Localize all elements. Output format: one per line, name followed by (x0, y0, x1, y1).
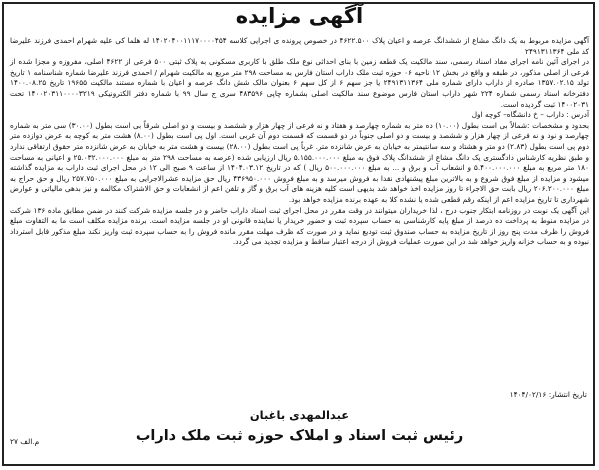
notice-terms-paragraph: این آگهی یک نوبت در روزنامه ابتکار جنوب درج ، لذا خریداران میتوانند در وقت مقرر در محل اجرای ثبت اسناد داراب حاضر و در جلسه مزایده شرکت کنند در ضمن مطابق ماده ۱۳۶ شرکت در مزایده منوط به پرداخت ده درصد از مبلغ پایه کارشناسی به حساب سپرده ثبت و حضور خریدار یا نماینده قانونی او در جلسه مزایده است. برنده مزایده مکلف است ما به التفاوت مبلغ فروش را ظرف مدت پنج روز از تاریخ مزایده به حساب صندوق ثبت تودیع نماید و در صورت که ظرف مهلت مقرر مانده فروش را به حساب سپرده ثبت واریز نکند مبلغ مذکور قابل استرداد نبوده و به حساب خزانه واریز خواهد شد در این صورت عملیات فروش از درجه اعتبار ساقط و مزایده تجدید می گردد. (10, 205, 589, 247)
property-address: آدرس : داراب – خ دانشگاه– کوچه اول (471, 110, 589, 120)
ad-code: م.الف ۲۷ (10, 437, 40, 446)
notice-body (10, 36, 589, 248)
signatory-title: رئیس ثبت اسناد و املاک حوزه ثبت ملک داراب (135, 428, 464, 444)
notice-property-paragraph: در اجرای آئین نامه اجرای مفاد اسناد رسمی، سند مالکیت یک قطعه زمین با بنای احداثی نوع ملک طلق با کاربری مسکونی به پلاک ثبتی ۵۰۰ فرعی از ۴۶۲۲ اصلی، مفروزه و مجزا شده از فرعی از اصلی مذکور، در طبقه و واقع در بخش ۱۲ ناحیه ۰۶ حوزه ثبت ملک داراب استان فارس به مساحت ۲۹۸ متر مربع به مالکیت شهرام / احمدی فرزند علیرضا شماره شناسنامه ۱ تاریخ تولد ۱۳۵۷.۰۲.۱۵ صادره از داراب دارای شماره ملی ۲۴۹۱۳۱۱۳۶۴ یا جز سهم ۶ از کل سهم ۶ بعنوان مالک شش دانگ عرصه و اعیان با شماره مستند مالکیت ۱۹۶۵۵ تاریخ ۱۴۰۰.۰۸.۲۵ دفترخانه اسناد رسمی شماره ۲۲۴ شهر داراب استان فارس موضوع سند مالکیت اصلی بشماره چاپی ۴۸۳۵۹۶ سری ج سال ۹۹ با شماره دفتر الکترونیکی ۱۴۰۰۲۰۳۱۱۰۰۰۰۳۲۱۹ تحت ۱۴۰۰۲۰۳۱ ثبت گردیده است. (10, 57, 590, 109)
signatory-name: عبدالمهدی باغبان (249, 408, 350, 422)
notice-intro-paragraph: آگهی مزایده مربوط به یک دانگ مشاع از ششدانگ عرصه و اعیان پلاک ۴۶۲۲.۵۰۰ در خصوص پرونده ی اجرایی کلاسه ۱۴۰۲۰۴۰۰۱۱۱۷۰۰۰۰۴۵۴ له هلما کی علیه شهرام احمدی فرزند علیرضا کد ملی ۲۴۹۱۳۱۱۳۶۴ (10, 36, 589, 56)
publish-date: تاریخ انتشار: ۱۴۰۴/۰۲/۱۶ (509, 390, 587, 399)
notice-boundaries-paragraph: بحدود و مشخصات :شمالاً بی است بطول (۱۰.۰۰) ده متر به شماره چهارصد و هفتاد و نه فرعی از چهار هزار و ششصد و بیست و دو اصلی شرقاً بی است بطول (۳۰.۰۰) سی متر به شماره چهارصد و نود و نه فرعی از چهار هزار و ششصد و بیست و دو اصلی جنوباً در دو قسمت که قسمت دوم آن غربی است. اول پی است بطول (۸.۰۰) هشت متر به کوچه به عرض دوازده متر دوم پی است بطول (۲.۸۳) دو متر و هشتاد و سه سانتیمتر به خیابان به عرض شانزده متر. غرباً پی است بطول (۲۸.۰۰) بیست و هشت متر به خیابان به عرض شانزده متر حقوق ارتفاقی ندارد و طبق نظریه کارشناس دادگستری یک دانگ مشاع از ششدانگ پلاک فوق به مبلغ ۵.۱۵۵.۰۰۰.۰۰۰ ریال ارزیابی شده (عرصه به مساحت ۲۹۸ متر به مبلغ ۲۵.۰۳۲.۰۰۰.۰۰۰ و اعیانی به مساحت ۱۸۰ متر مربع به مبلغ ۵.۴۰۰.۰۰۰.۰۰۰ و انشعاب آب و برق و ... به مبلغ ۵۰۰.۰۰۰.۰۰۰ ریال ) که در تاریخ ۱۴۰۴.۰۳.۱۲ از ساعت ۹ صبح الی ۱۲ در محل اجرای ثبت داراب به مزایده گذاشته میشود و مزایده از مبلغ فوق شروع و به بالاترین مبلغ پیشنهادی نقدا به فروش میرسد و به مبلغ فروش ۴۳۶۹۵۰.۰۰۰ ریال حق مزایده عشرالاجرایی به مبلغ ۲۵۷.۷۵۰.۰۰۰ ریال و حق حراج به مبلغ ۲۰۶.۲۰۰.۰۰۰ ریال بابت حق الاجراء تا روز مزایده اخذ خواهد شد بدیهی است کلیه هزینه های آب برق و گاز و تلفن اعم از انشعابات و حق الاشتراک مکالمه و نیز بدهی مالیاتی و عوارض شهرداری تا تاریخ مزایده اعم از اینکه رقم قطعی شده یا نشده کلا به عهده برنده مزایده خواهد بود. (10, 120, 589, 204)
notice-title: آگهی مزایده (235, 4, 364, 28)
